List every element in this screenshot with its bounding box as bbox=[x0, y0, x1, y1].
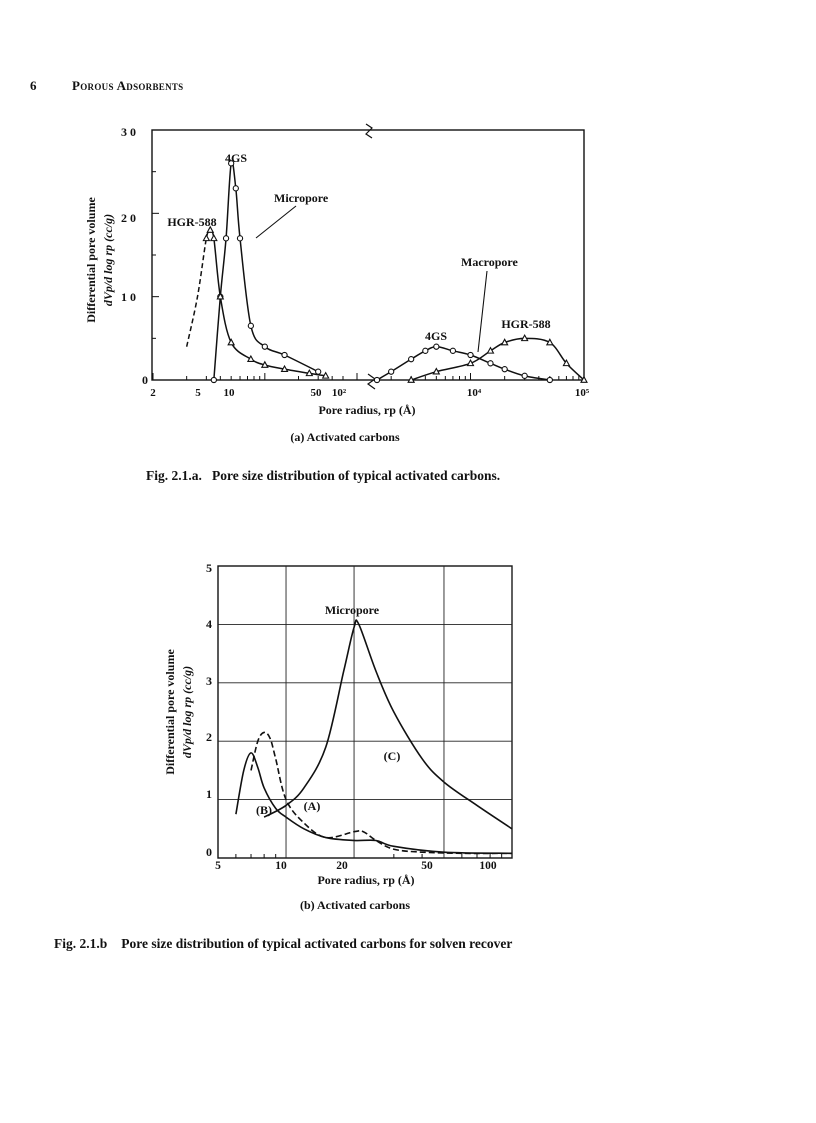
fa-label-macropore: Macropore bbox=[461, 255, 518, 269]
fa-series-1-point bbox=[217, 293, 223, 299]
figure-b-caption-text: Pore size distribution of typical activated carbons for solven recover bbox=[121, 936, 513, 951]
fa-series-2-point bbox=[502, 367, 507, 372]
fb-subtitle: (b) Activated carbons bbox=[300, 898, 410, 912]
fa-xtick-1e5: 10⁵ bbox=[574, 387, 590, 399]
running-title: Porous Adsorbents bbox=[72, 78, 184, 93]
figure-a-caption-text: Pore size distribution of typical activated carbons. bbox=[212, 468, 501, 483]
fa-series-2-point bbox=[547, 377, 552, 382]
fb-xtick-20: 20 bbox=[336, 860, 348, 872]
fb-label-A: (A) bbox=[303, 799, 321, 813]
fa-ylabel-line2: dVp/d log rp (cc/g) bbox=[101, 213, 115, 307]
fa-ytick-0: 0 bbox=[142, 373, 148, 387]
fa-series-0-point bbox=[262, 344, 267, 349]
figure-b-series bbox=[236, 620, 512, 853]
fa-series-2-point bbox=[450, 348, 455, 353]
fa-series-1-point bbox=[282, 366, 288, 372]
fa-xtick-50: 50 bbox=[310, 387, 322, 399]
fa-series-0-point bbox=[316, 369, 321, 374]
figure-a-caption-label: Fig. 2.1.a. bbox=[146, 468, 202, 483]
fb-xtick-5: 5 bbox=[215, 860, 221, 872]
fb-ylabel-line2: dVp/d log rp (cc/g) bbox=[180, 665, 194, 759]
fa-label-4gs-macro: 4GS bbox=[424, 329, 448, 343]
fb-ytick-4: 4 bbox=[206, 617, 212, 631]
fa-series-2-point bbox=[434, 344, 439, 349]
fa-macropore-pointer bbox=[478, 271, 487, 352]
fa-ytick-30: 3 0 bbox=[121, 125, 136, 139]
fb-series-C-line bbox=[264, 620, 512, 829]
fa-series-2-point bbox=[488, 361, 493, 366]
fa-label-4gs: 4GS bbox=[224, 151, 248, 165]
fa-series-2-point bbox=[409, 357, 414, 362]
fa-series-1-dashed-line bbox=[187, 230, 211, 347]
fa-series-1-point bbox=[228, 339, 234, 345]
fa-series-0-point bbox=[248, 323, 253, 328]
fa-xtick-2: 2 bbox=[150, 387, 156, 399]
fb-ytick-0: 0 bbox=[206, 845, 212, 859]
fb-label-C: (C) bbox=[383, 749, 401, 763]
fa-micropore-pointer bbox=[256, 206, 296, 238]
fb-label-micropore: Micropore bbox=[324, 603, 380, 617]
fb-xlabel: Pore radius, rp (Å) bbox=[317, 873, 415, 887]
fa-series-1-point bbox=[323, 373, 329, 379]
figure-a-series bbox=[187, 161, 587, 383]
fa-series-3-point bbox=[468, 360, 474, 366]
fb-label-B: (B) bbox=[256, 803, 272, 817]
fa-series-0-point bbox=[237, 236, 242, 241]
fb-ytick-5: 5 bbox=[206, 561, 212, 575]
fa-ytick-20: 2 0 bbox=[121, 211, 136, 225]
fa-series-1-point bbox=[248, 356, 254, 362]
fa-label-micropore: Micropore bbox=[274, 191, 329, 205]
fa-series-1-point bbox=[306, 370, 312, 376]
fb-series-A-line bbox=[251, 732, 512, 853]
fa-series-2-point bbox=[374, 377, 379, 382]
fb-xtick-10: 10 bbox=[275, 860, 287, 872]
fa-series-3-point bbox=[547, 339, 553, 345]
fa-series-0-point bbox=[223, 236, 228, 241]
fa-series-2-point bbox=[389, 369, 394, 374]
fa-label-hgr-macro: HGR-588 bbox=[501, 317, 551, 331]
page-number: 6 bbox=[30, 78, 37, 93]
fa-subtitle: (a) Activated carbons bbox=[290, 430, 400, 444]
fa-series-2-point bbox=[522, 373, 527, 378]
figure-b bbox=[163, 561, 512, 912]
fb-xtick-100: 100 bbox=[479, 860, 497, 872]
fa-xtick-10: 10 bbox=[223, 387, 235, 399]
fa-series-3-point bbox=[502, 339, 508, 345]
fb-ylabel-line1: Differential pore volume bbox=[163, 649, 177, 775]
fa-series-1-point bbox=[262, 362, 268, 368]
fa-series-1-point bbox=[211, 235, 217, 241]
fa-xtick-100: 10² bbox=[331, 387, 347, 399]
fa-series-3-point bbox=[487, 348, 493, 354]
fb-ytick-1: 1 bbox=[206, 787, 212, 801]
figure-a-caption bbox=[146, 468, 500, 484]
figure-a-top-break bbox=[366, 124, 372, 138]
fa-ylabel-line1: Differential pore volume bbox=[84, 197, 98, 323]
figure-b-caption bbox=[54, 936, 674, 952]
fa-series-2-point bbox=[423, 348, 428, 353]
fa-series-0-point bbox=[282, 352, 287, 357]
fa-series-1-point bbox=[203, 235, 209, 241]
figure-b-caption-label: Fig. 2.1.b bbox=[54, 936, 108, 951]
fb-ytick-2: 2 bbox=[206, 730, 212, 744]
fa-series-0-point bbox=[211, 377, 216, 382]
fa-xlabel: Pore radius, rp (Å) bbox=[318, 403, 416, 417]
fa-ytick-10: 1 0 bbox=[121, 290, 136, 304]
fa-series-0-point bbox=[233, 186, 238, 191]
fa-label-hgr: HGR-588 bbox=[167, 215, 217, 229]
figure-a-bottom-break bbox=[368, 374, 375, 389]
fa-series-3-point bbox=[433, 368, 439, 374]
fb-ytick-3: 3 bbox=[206, 674, 212, 688]
fa-series-2-point bbox=[468, 352, 473, 357]
fa-series-3-point bbox=[408, 377, 414, 383]
fa-series-3-point bbox=[522, 335, 528, 341]
fb-xtick-50: 50 bbox=[421, 860, 433, 872]
fa-xtick-1e4: 10⁴ bbox=[466, 387, 482, 399]
figure-a bbox=[84, 124, 590, 444]
fa-series-1-line bbox=[210, 230, 325, 376]
fa-xtick-5: 5 bbox=[195, 387, 201, 399]
